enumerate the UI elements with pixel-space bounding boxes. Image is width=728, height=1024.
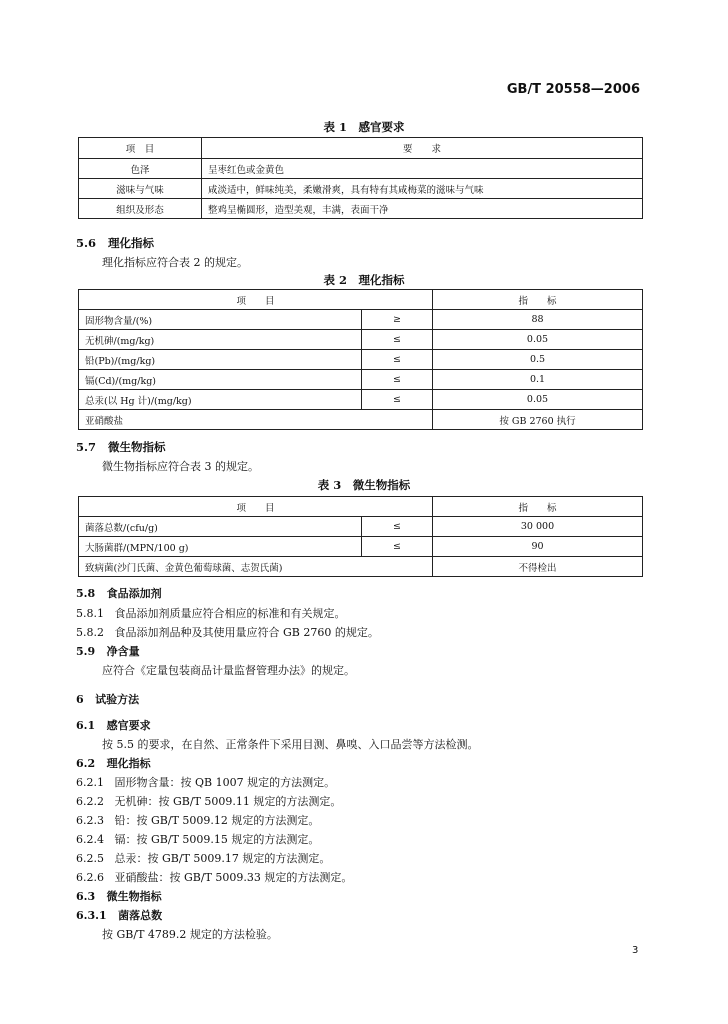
- table-row: [79, 350, 643, 370]
- table-cell: 色泽: [79, 159, 202, 179]
- paragraph: 理化指标应符合表 2 的规定。: [102, 256, 248, 269]
- clause: 6.2.4 镉：按 GB/T 5009.15 规定的方法测定。: [76, 833, 320, 846]
- page-number: 3: [632, 945, 639, 956]
- table-row: [79, 310, 643, 330]
- table-cell: 致病菌(沙门氏菌、金黄色葡萄球菌、志贺氏菌): [79, 557, 433, 577]
- table-row: [79, 537, 643, 557]
- chapter-heading: 6 试验方法: [76, 693, 140, 706]
- table1-caption: 表 1 感官要求: [323, 120, 405, 134]
- table-cell: 88: [433, 310, 643, 330]
- table-header-cell: 项 目: [79, 138, 202, 159]
- section-heading: 6.3 微生物指标: [76, 890, 162, 903]
- table-cell: 不得检出: [433, 557, 643, 577]
- table-cell: 无机砷/(mg/kg): [79, 330, 362, 350]
- table-row: [79, 517, 643, 537]
- section-heading: 6.2 理化指标: [76, 757, 151, 770]
- paragraph: 应符合《定量包装商品计量监督管理办法》的规定。: [102, 664, 355, 677]
- table-cell: ≤: [362, 390, 433, 410]
- table-row: [79, 370, 643, 390]
- table2-caption: 表 2 理化指标: [323, 273, 405, 287]
- table-header-row: [79, 497, 643, 517]
- table-cell: ≤: [362, 350, 433, 370]
- table-cell: 30 000: [433, 517, 643, 537]
- table-cell: ≤: [362, 370, 433, 390]
- section-number: 5.6: [76, 236, 97, 250]
- section-heading: [76, 439, 166, 455]
- table-cell: ≤: [362, 537, 433, 557]
- table-header-cell: 项 目: [79, 497, 433, 517]
- table-cell: 亚硝酸盐: [79, 410, 433, 430]
- table-cell: 呈枣红色或金黄色: [202, 159, 643, 179]
- section-heading: 6.3.1 菌落总数: [76, 909, 163, 922]
- table-cell: 组织及形态: [79, 199, 202, 219]
- section-title: 理化指标: [108, 236, 155, 250]
- table-cell: 铅(Pb)/(mg/kg): [79, 350, 362, 370]
- clause: 6.2.5 总汞：按 GB/T 5009.17 规定的方法测定。: [76, 852, 331, 865]
- table-cell: 整鸡呈椭圆形，造型美观，丰满，表面干净: [202, 199, 643, 219]
- table3-caption: 表 3 微生物指标: [317, 478, 411, 492]
- clause: 6.2.2 无机砷：按 GB/T 5009.11 规定的方法测定。: [76, 795, 342, 808]
- table-row: [79, 159, 643, 179]
- clause: 5.8.1 食品添加剂质量应符合相应的标准和有关规定。: [76, 607, 346, 620]
- physchem-table: [78, 289, 643, 430]
- table-header-cell: 指 标: [433, 290, 643, 310]
- clause: 5.8.2 食品添加剂品种及其使用量应符合 GB 2760 的规定。: [76, 626, 379, 639]
- table-header-cell: 指 标: [433, 497, 643, 517]
- table-cell: 0.5: [433, 350, 643, 370]
- table-cell: 固形物含量/(%): [79, 310, 362, 330]
- table-cell: 0.1: [433, 370, 643, 390]
- sensory-table: [78, 137, 643, 219]
- table-header-row: [79, 138, 643, 159]
- table-cell: 按 GB 2760 执行: [433, 410, 643, 430]
- table-cell: 0.05: [433, 390, 643, 410]
- table-header-cell: 项 目: [79, 290, 433, 310]
- table-cell: 滋味与气味: [79, 179, 202, 199]
- microbial-table: [78, 496, 643, 577]
- table-row: [79, 390, 643, 410]
- table-header-cell: 要 求: [202, 138, 643, 159]
- section-heading: 6.1 感官要求: [76, 719, 151, 732]
- table-cell: 镉(Cd)/(mg/kg): [79, 370, 362, 390]
- table-cell: ≤: [362, 330, 433, 350]
- table-cell: 大肠菌群/(MPN/100 g): [79, 537, 362, 557]
- table-cell: 0.05: [433, 330, 643, 350]
- table-row: [79, 199, 643, 219]
- table-row: [79, 410, 643, 430]
- table-cell: 咸淡适中，鲜味纯美，柔嫩滑爽，具有特有其咸梅菜的滋味与气味: [202, 179, 643, 199]
- section-number: 5.7: [76, 440, 97, 454]
- section-heading: 5.8 食品添加剂: [76, 587, 162, 600]
- section-heading: 5.9 净含量: [76, 645, 140, 658]
- table-cell: 总汞(以 Hg 计)/(mg/kg): [79, 390, 362, 410]
- clause: 6.2.3 铅：按 GB/T 5009.12 规定的方法测定。: [76, 814, 320, 827]
- table-row: [79, 179, 643, 199]
- clause: 6.2.1 固形物含量：按 QB 1007 规定的方法测定。: [76, 776, 336, 789]
- table-cell: ≥: [362, 310, 433, 330]
- section-title: 微生物指标: [108, 440, 166, 454]
- standard-number: GB/T 20558—2006: [506, 82, 640, 97]
- paragraph: 按 GB/T 4789.2 规定的方法检验。: [102, 928, 278, 941]
- table-row: [79, 557, 643, 577]
- paragraph: 按 5.5 的要求，在自然、正常条件下采用目测、鼻嗅、入口品尝等方法检测。: [102, 738, 479, 751]
- table-cell: 菌落总数/(cfu/g): [79, 517, 362, 537]
- table-cell: 90: [433, 537, 643, 557]
- table-cell: ≤: [362, 517, 433, 537]
- table-header-row: [79, 290, 643, 310]
- table-row: [79, 330, 643, 350]
- clause: 6.2.6 亚硝酸盐：按 GB/T 5009.33 规定的方法测定。: [76, 871, 353, 884]
- paragraph: 微生物指标应符合表 3 的规定。: [102, 460, 259, 473]
- section-heading: [76, 235, 154, 251]
